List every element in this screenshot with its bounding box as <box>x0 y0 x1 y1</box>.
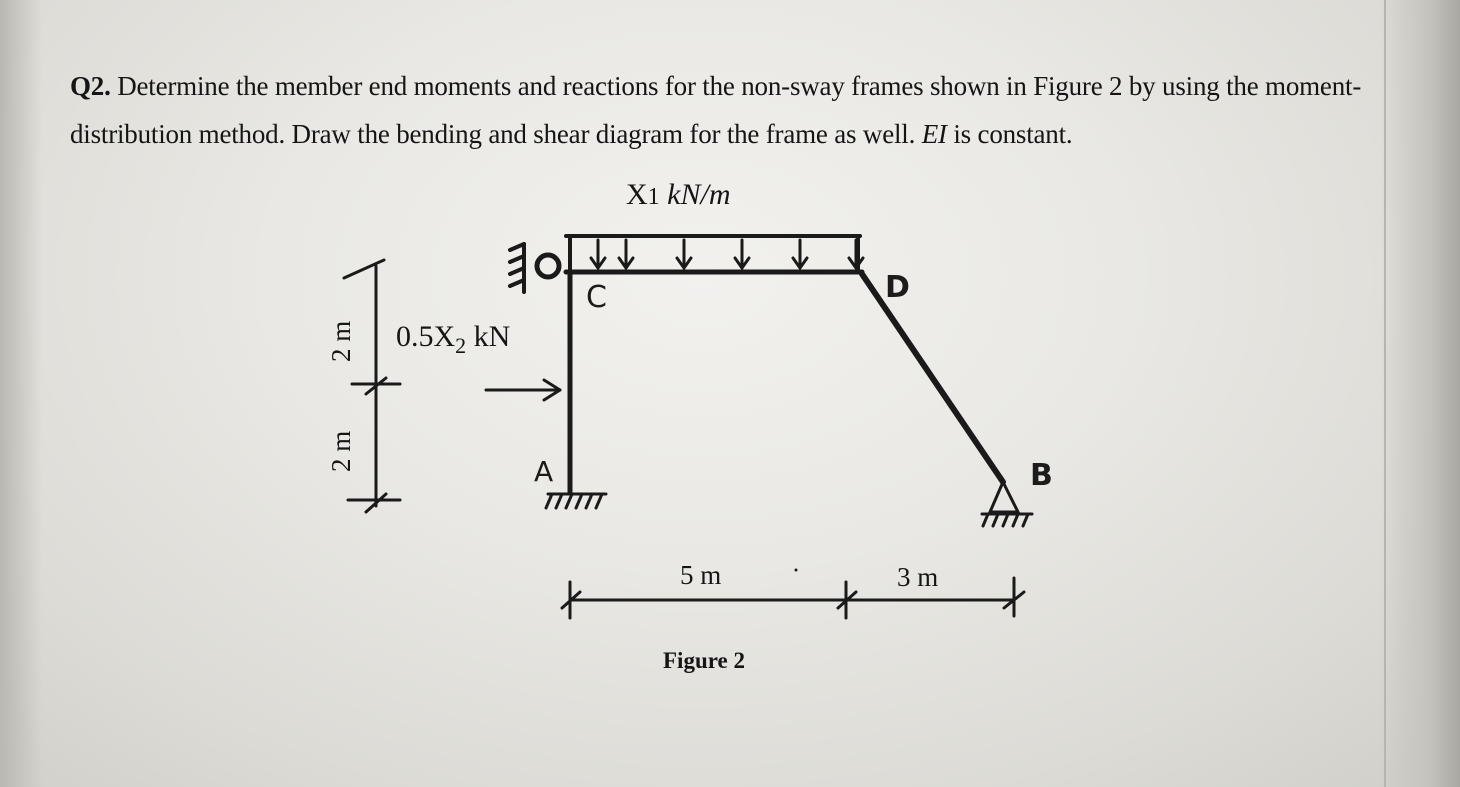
span-db-label: 3 m <box>897 562 939 592</box>
node-c-label: C <box>586 280 607 315</box>
node-b-label: B <box>1030 458 1053 493</box>
figure-caption: Figure 2 <box>663 648 745 673</box>
vertical-dimension <box>344 260 400 512</box>
member-db <box>862 274 1003 482</box>
wall-hatch-c <box>510 244 524 292</box>
pin-support-b <box>982 482 1032 526</box>
upper-height-label: 2 m <box>326 320 356 362</box>
load-symbol: X <box>626 178 648 211</box>
force-unit: kN <box>473 320 511 353</box>
point-load-label <box>396 320 510 359</box>
roller-c <box>537 255 559 277</box>
force-symbol: X <box>433 320 456 353</box>
question-number: Q2. <box>70 71 111 101</box>
load-arrows <box>591 240 863 268</box>
node-a-label: A <box>534 455 554 488</box>
load-unit: kN/m <box>667 178 731 211</box>
ei-symbol: EI <box>921 119 947 149</box>
load-subscript: 1 <box>647 184 660 210</box>
span-cd-label: 5 m <box>680 560 722 590</box>
fixed-support-a <box>546 494 606 508</box>
question-body: Determine the member end moments and reactions for the non-sway frames shown in Figure 2 by using the moment-distribution method. Draw the bending and shear diagram for the frame as well. <box>70 71 1362 149</box>
question-end: is constant. <box>953 119 1073 149</box>
distributed-load-label <box>626 178 731 212</box>
horizontal-dimension <box>562 578 1024 618</box>
lower-height-label: 2 m <box>326 430 356 472</box>
node-d-label: D <box>885 270 910 305</box>
force-coefficient: 0.5 <box>396 320 434 353</box>
force-subscript: 2 <box>455 333 467 358</box>
